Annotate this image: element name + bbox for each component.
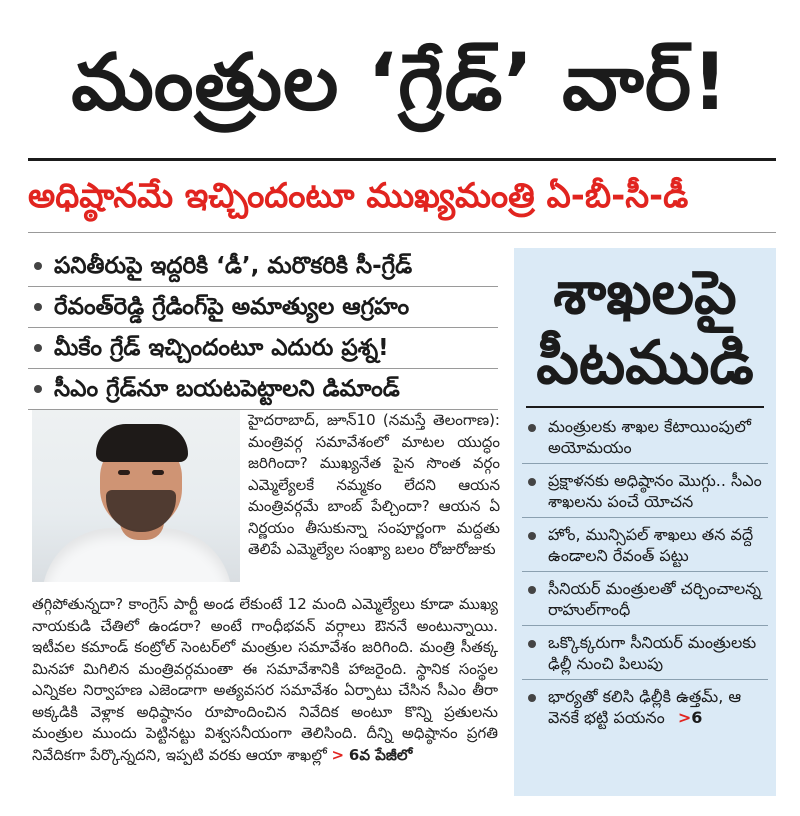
bullet-dot-icon (34, 344, 42, 352)
bullet-list (28, 246, 498, 410)
sidebar-box (514, 248, 776, 796)
sidebar-jump-page[interactable]: 6 (691, 708, 703, 727)
bullet-dot-icon (528, 640, 536, 648)
article-body-top: హైదరాబాద్, జూన్10 (నమస్తే తెలంగాణ): మంత్రివర్గ సమావేశంలో మాటల యుద్ధం జరిగిందా? ముఖ్యనేత పైన సొంత వర్గం ఎమ్మెల్యేలకే నమ్మకం లేదని ఆయన మంత్రివర్గమే బాంబ్ పేల్చిందా? ఆయన ఏ నిర్ణయం తీసుకున్నా సంపూర్ణంగా మద్దతు తెలిపే ఎమ్మెల్యేల సంఖ్యా బలం రోజురోజుకు (248, 411, 500, 558)
bullet-dot-icon (528, 586, 536, 594)
sidebar-item (522, 680, 768, 734)
bullet-item (28, 287, 498, 328)
subheadline-divider (28, 232, 776, 233)
bullet-dot-icon (528, 694, 536, 702)
sidebar-item-text: మంత్రులకు శాఖల కేటాయింపులో అయోమయం (548, 417, 751, 457)
subheadline: అధిష్ఠానమే ఇచ్చిందంటూ ముఖ్యమంత్రి ఏ-బీ-సీ-డీ (28, 176, 689, 216)
bullet-item (28, 328, 498, 369)
bullet-dot-icon (528, 424, 536, 432)
sidebar-item-text (548, 686, 764, 728)
portrait-photo (32, 410, 240, 582)
sidebar-title (514, 258, 776, 398)
sidebar-list (522, 410, 768, 734)
bullet-dot-icon (528, 478, 536, 486)
sidebar-title-line2: పీటముడి (536, 328, 754, 398)
sidebar-title-line1: శాఖలపై (553, 258, 737, 328)
bullet-item (28, 369, 498, 410)
sidebar-item-label: భార్యతో కలిసి ఢిల్లీకి ఉత్తమ్, ఆ వెనకే భట్టి పయనం (548, 687, 742, 727)
bullet-text: మీకేం గ్రేడ్ ఇచ్చిందంటూ ఎదురు ప్రశ్న! (54, 335, 389, 361)
sidebar-item (522, 410, 768, 464)
bullet-dot-icon (34, 303, 42, 311)
sidebar-item-text: సీనియర్ మంత్రులతో చర్చించాలన్న రాహుల్‌గాంధీ (548, 579, 762, 619)
sidebar-divider (526, 406, 764, 408)
jump-arrow-icon: > (677, 708, 692, 727)
sidebar-item (522, 626, 768, 680)
sidebar-item-text: ప్రక్షాళనకు అధిష్ఠానం మొగ్గు.. సీఎం శాఖలను పంచే యోచన (548, 471, 762, 511)
article-body-text: తగ్గిపోతున్నదా? కాంగ్రెస్ పార్టీ అండ లేకుంటే 12 మంది ఎమ్మెల్యేలు కూడా ముఖ్య నాయకుడి చేతిలో ఉండరా? అంటే గాంధీభవన్ వర్గాలు ఔననే అంటున్నాయి. ఇటీవల కమాండ్ కంట్రోల్ సెంటర్‌లో మంత్రుల సమావేశం జరిగింది. మంత్రి సీతక్క మినహా మిగిలిన మంత్రివర్గమంతా ఈ సమావేశానికి హాజరైంది. స్థానిక సంస్థల ఎన్నికల నిర్వాహణ ఎజెండాగా అత్యవసర సమావేశం ఏర్పాటు చేసిన సీఎం తీరా అక్కడికి వెళ్లాక అధిష్ఠానం రూపొందించిన నివేదిక అంటూ కొన్ని ప్రతులను మంత్రుల ముందు పెట్టినట్టు విశ్వసనీయంగా తెలిసింది. దీన్ని అధిష్ఠానం ప్రగతి నివేదికగా పేర్కొన్నదని, ఇప్పటి వరకు ఆయా శాఖల్లో (32, 595, 498, 764)
sidebar-item (522, 518, 768, 572)
bullet-dot-icon (34, 262, 42, 270)
bullet-item (28, 246, 498, 287)
bullet-text: సీఎం గ్రేడ్‌నూ బయటపెట్టాలని డిమాండ్ (54, 376, 400, 402)
sidebar-item (522, 572, 768, 626)
sidebar-item-text: హోం, మున్సిపల్ శాఖలు తన వద్దే ఉండాలని రేవంత్ పట్టు (548, 525, 754, 565)
jump-arrow-icon: > (331, 745, 345, 764)
bullet-text: రేవంత్‌రెడ్డి గ్రేడింగ్‌పై అమాత్యుల ఆగ్రహం (54, 294, 410, 320)
sidebar-item-text: ఒక్కొక్కరుగా సీనియర్ మంత్రులకు ఢిల్లీ నుంచి పిలుపు (548, 633, 757, 673)
bullet-dot-icon (528, 532, 536, 540)
article-body-bottom (32, 594, 498, 766)
bullet-text: పనితీరుపై ఇద్దరికి ‘డీ’, మరొకరికి సీ-గ్రేడ్ (54, 253, 413, 279)
sidebar-item (522, 464, 768, 518)
jump-page-link[interactable]: 6వ పేజీలో (348, 745, 413, 764)
headline: మంత్రుల ‘గ్రేడ్’ వార్! (71, 38, 729, 128)
headline-divider (28, 158, 776, 161)
bullet-dot-icon (34, 385, 42, 393)
